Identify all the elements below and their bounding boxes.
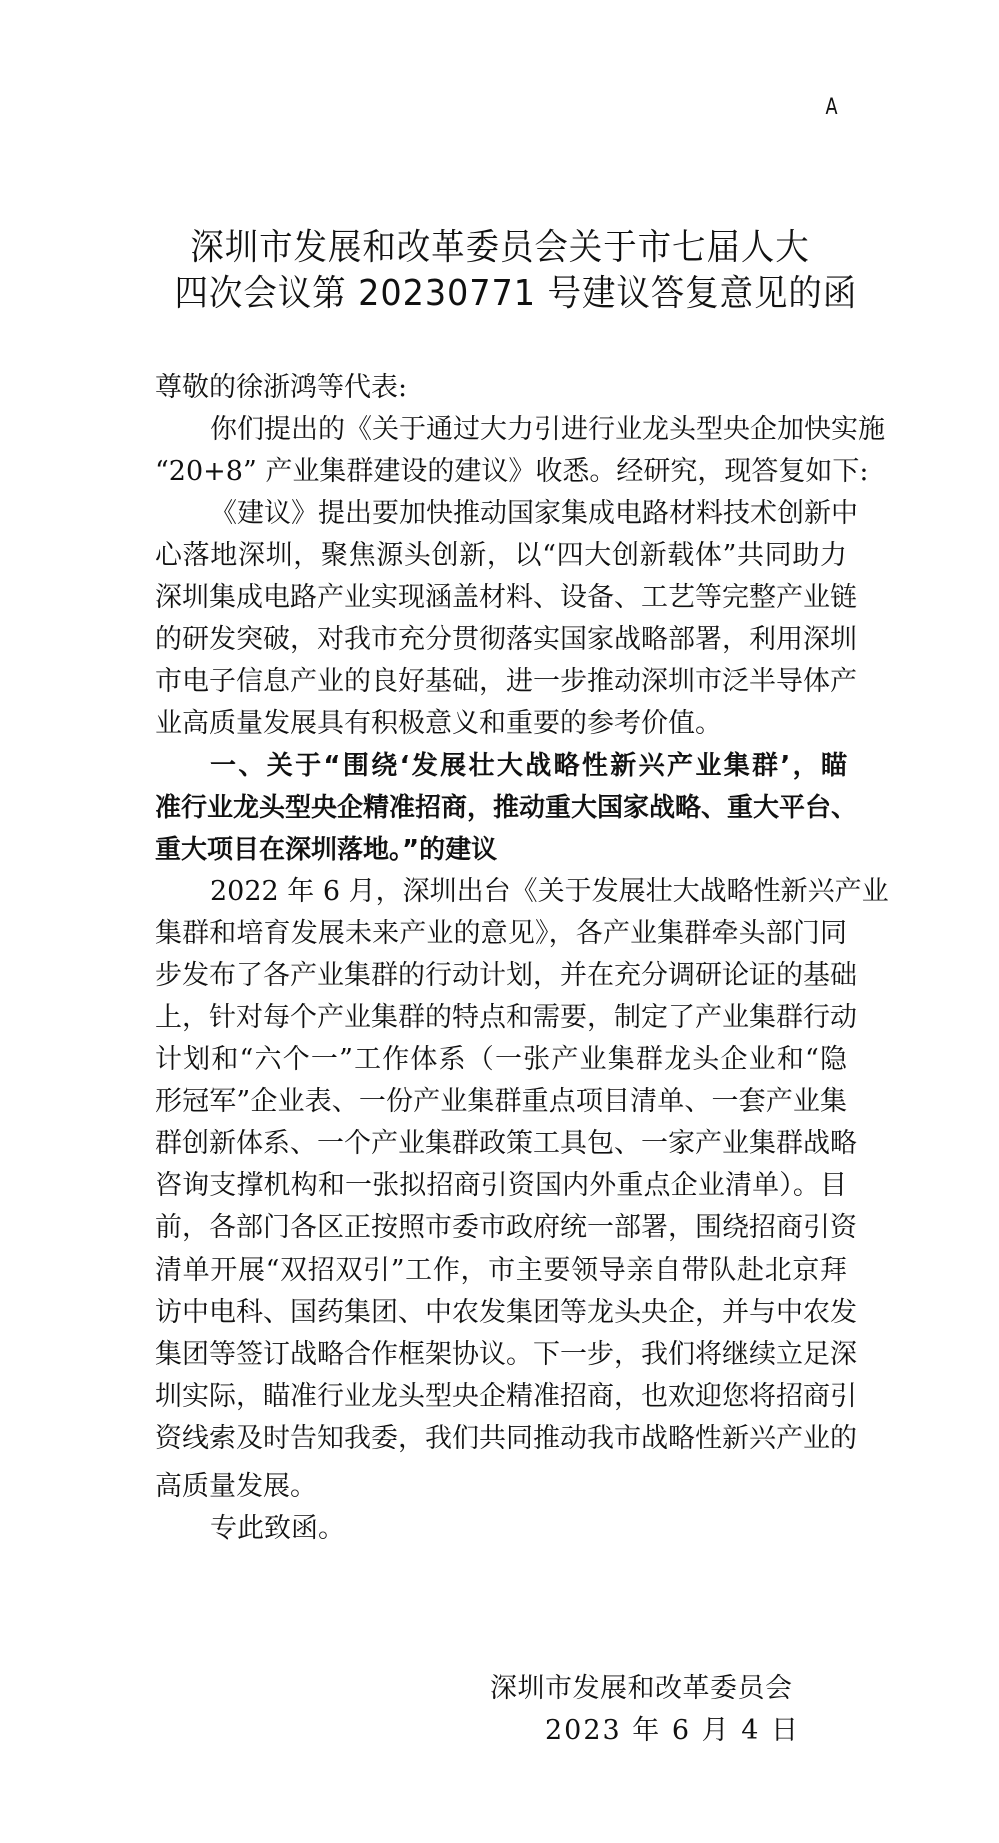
- signature-date: 2023 年 6 月 4 日: [545, 1715, 800, 1746]
- signature-org: 深圳市发展和改革委员会: [490, 1673, 793, 1704]
- body-line: 高质量发展。: [155, 1471, 317, 1502]
- body-line: 步发布了各产业集群的行动计划，并在充分调研论证的基础: [155, 960, 857, 991]
- body-line: 集群和培育发展未来产业的意见》，各产业集群牵头部门同: [155, 918, 847, 949]
- document-title-line-1: 深圳市发展和改革委员会关于市七届人大: [190, 227, 810, 268]
- body-line: 群创新体系、一个产业集群政策工具包、一家产业集群战略: [155, 1128, 857, 1159]
- document-title-line-2: 四次会议第 20230771 号建议答复意见的函: [174, 273, 858, 314]
- body-line: 市电子信息产业的良好基础，进一步推动深圳市泛半导体产: [155, 666, 857, 697]
- body-line: 圳实际，瞄准行业龙头型央企精准招商，也欢迎您将招商引: [155, 1381, 857, 1412]
- body-line: 访中电科、国药集团、中农发集团等龙头央企，并与中农发: [155, 1297, 857, 1328]
- section-heading-line: 重大项目在深圳落地。”的建议: [155, 835, 498, 865]
- body-line: 上，针对每个产业集群的特点和需要，制定了产业集群行动: [155, 1002, 857, 1033]
- body-line: 2022 年 6 月，深圳出台《关于发展壮大战略性新兴产业: [210, 876, 889, 907]
- body-line: 《建议》提出要加快推动国家集成电路材料技术创新中: [210, 498, 858, 529]
- body-line: 计划和“六个一”工作体系（一张产业集群龙头企业和“隐: [155, 1044, 847, 1075]
- closing-line: 专此致函。: [210, 1513, 345, 1544]
- section-heading-line: 一、关于“围绕‘发展壮大战略性新兴产业集群’，瞄: [210, 751, 847, 781]
- body-line: 清单开展“双招双引”工作，市主要领导亲自带队赴北京拜: [155, 1255, 847, 1286]
- body-line: 集团等签订战略合作框架协议。下一步，我们将继续立足深: [155, 1339, 857, 1370]
- body-line: 前，各部门各区正按照市委市政府统一部署，围绕招商引资: [155, 1212, 857, 1243]
- body-line: 你们提出的《关于通过大力引进行业龙头型央企加快实施: [210, 414, 885, 445]
- body-line: 咨询支撑机构和一张拟招商引资国内外重点企业清单）。目: [155, 1170, 847, 1201]
- body-line: 资线索及时告知我委，我们共同推动我市战略性新兴产业的: [155, 1423, 857, 1454]
- body-line: 形冠军”企业表、一份产业集群重点项目清单、一套产业集: [155, 1086, 847, 1117]
- salutation: 尊敬的徐浙鸿等代表:: [155, 372, 408, 403]
- corner-mark: A: [825, 95, 838, 120]
- body-line: 深圳集成电路产业实现涵盖材料、设备、工艺等完整产业链: [155, 582, 857, 613]
- body-line: “20+8” 产业集群建设的建议》收悉。经研究，现答复如下:: [155, 456, 869, 487]
- section-heading-line: 准行业龙头型央企精准招商，推动重大国家战略、重大平台、: [155, 793, 858, 823]
- body-line: 的研发突破，对我市充分贯彻落实国家战略部署，利用深圳: [155, 624, 857, 655]
- body-line: 心落地深圳，聚焦源头创新，以“四大创新载体”共同助力: [155, 540, 847, 571]
- body-line: 业高质量发展具有积极意义和重要的参考价值。: [155, 708, 722, 739]
